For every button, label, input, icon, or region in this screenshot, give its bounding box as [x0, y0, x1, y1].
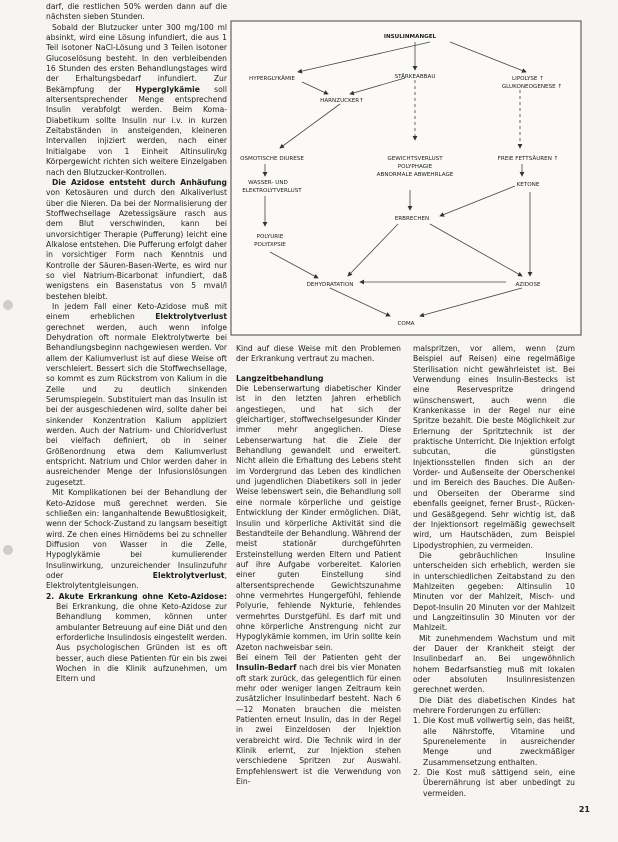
punch-hole [3, 300, 13, 310]
page-number: 21 [578, 805, 590, 814]
node-dehydratation: DEHYDRATATION [306, 282, 354, 288]
text-column-left [46, 2, 227, 685]
list-item: 1. Die Kost muß vollwertig sein, das heißt, alle Nährstoffe, Vitamine und Spurenelemente in ausreichender Menge und zweckmäßiger Zusammensetzung enthalten. [413, 716, 575, 767]
paragraph: In jedem Fall einer Keto-Azidose muß mit einem erheblichen Elektrolytverlust gerechnet werden, auch wenn infolge Dehydration oft normale Elektrolytwerte bei Behandlungsbeginn nachgewiesen werden. Vor allem der Kaliumverlust ist auf diese Weise oft verschleiert. Bessert sich die Stoffwechsellage, so kommt es zum Rückstrom von Kalium in die Zelle und zu deutlich sinkenden Serumspiegeln. Substituiert man das Insulin ist bei der ausgeschiedenen wird, sollte daher bei sinkender Konzentration Kalium appliziert werden. Auch der Natrium- und Chloridverlust bei vielfach definiert, ob in seiner Größenordnung etwa dem Kaliumverlust entspricht. Natrium und Chlor werden daher in ausreichender Menge der Infusionslösungen zugesetzt. [46, 301, 227, 487]
node-freie-fettsaeuren: FREIE FETTSÄUREN ↑ [497, 156, 559, 162]
node-polydipsie: POLYDIPSIE [254, 242, 286, 248]
node-lipolyse: LIPOLYSE ↑ [512, 76, 544, 82]
punch-hole [3, 545, 13, 555]
paragraph: Die gebräuchlichen Insuline unterscheiden sich erheblich, werden sie in unterschiedlichen Zeitabstand zu den Mahlzeiten gegeben: Altinsulin 10 Minuten vor der Mahlzeit, Misch- und Depot-Insulin 20 Minuten vor der Mahlzeit und Langzeitinsulin 30 Minuten vor der Mahlzeit. [413, 550, 575, 633]
node-ketone: KETONE [516, 182, 540, 188]
diagram-canvas [230, 20, 582, 336]
node-polyurie: POLYURIE [256, 234, 284, 240]
node-staerkeabbau: STÄRKEABBAU [394, 74, 436, 80]
node-azidose: AZIDOSE [515, 282, 541, 288]
paragraph: Die Azidose entsteht durch Anhäufung von Ketosäuren und durch den Alkaliverlust über die Nieren. Da bei der Normalisierung der Stoffwechsellage Azetessigsäure rasch aus dem Blut verschwinden, kann bei unvorsichtiger Therapie (Pufferung) leicht eine Alkalose entstehen. Die Pufferung erfolgt daher in vorsichtiger Form nach Kenntnis und Kontrolle der Säuren-Basen-Werte, es wird nur so viel Natrium-Bicarbonat infundiert, daß wenigstens ein Basenstatus von 5 mval/l bestehen bleibt. [46, 177, 227, 301]
paragraph: Mit zunehmendem Wachstum und mit der Dauer der Krankheit steigt der Insulinbedarf an. Bei ungewöhnlich hohem Bedarfsanstieg muß mit lokalen oder absoluten Insulinresistenzen gerechnet werden. [413, 633, 575, 695]
pathophysiology-diagram [230, 20, 582, 336]
paragraph: malspritzen, vor allem, wenn (zum Beispiel auf Reisen) eine regelmäßige Sterilisation nicht gewährleistet ist. Bei Verwendung eines Insulin-Bestecks ist eine Reservespritze dringend wünschenswert, auch wenn die Krankenkasse in der Regel nur eine Spritze bezahlt. Die beste Möglichkeit zur Erlernung der Spritztechnik ist der praktische Unterricht. Die Injektion erfolgt subcutan, die günstigsten Injektionsstellen finden sich an der Vorder- und Außenseite der Oberschenkel und im Bereich des Bauches. Die Außen- und Oberseiten der Oberarme sind ebenfalls geeignet, ferner Brust-, Rücken- und Gesäßgegend. Sehr wichtig ist, daß der Injektionsort regelmäßig gewechselt wird, um Hautschäden, zum Beispiel Lipodystrophien, zu vermeiden. [413, 344, 575, 550]
section-heading: Langzeitbehandlung [236, 373, 324, 383]
paragraph: Sobald der Blutzucker unter 300 mg/100 ml absinkt, wird eine Lösung infundiert, die aus 1 Teil isotoner NaCl-Lösung und 3 Teilen isotoner Glucoselösung besteht. In den verbleibenden 16 Stunden des ersten Behandlungstages wird der Erhaltungsbedarf infundiert. Zur Bekämpfung der Hyperglykämie soll altersentsprechender Menge entsprechend Insulin verabfolgt werden. Beim Koma-Diabetikum sollte Insulin nur i.v. in kurzen Zeitabständen in ansteigenden, kleineren Intervallen injiziert werden, nach einer Initialgabe von 1 Einheit Altinsulin/kg Körpergewicht richten sich weitere Einzelgaben nach den Blutzucker-Kontrollen. [46, 22, 227, 177]
node-coma: COMA [397, 321, 415, 327]
paragraph: 2. Akute Erkrankung ohne Keto-Azidose: Bei Erkrankung, die ohne Keto-Azidose zur Behandlung kommen, können unter ambulanter Betreuung auf eine Diät und den erforderliche Insulindosis eingestellt werden. Aus psychologischen Gründen ist es oft besser, auch diese Patienten für ein bis zwei Wochen in die Klinik aufzunehmen, um Eltern und [46, 591, 228, 684]
paragraph: Die Lebenserwartung diabetischer Kinder ist in den letzten Jahren erheblich angestiegen, und hat sich der gleichartiger, stoffwechselgesunder Kinder immer mehr angeglichen. Diese Lebenserwartung hat die Ziele der Behandlung gewandelt und erweitert. Nicht allein die Erhaltung des Lebens steht im Vordergrund das Leben des kindlichen und jugendlichen Diabetikers soll in jeder Weise lebenswert sein, die Behandlung soll eine normale körperliche und geistige Entwicklung der Kinder ermöglichen. Diät, Insulin und körperliche Aktivität sind die Bestandteile der Behandlung. Während der meist stationär durchgeführten Ersteinstellung werden Eltern und Patient auf ihre Aufgabe vorbereitet. Kalorien einer guten Einstellung sind altersentsprechende Gewichtszunahme ohne vermehrtes Hungergefühl, fehlende Polyurie, fehlende Nykturie, fehlendes vermehrtes Durstgefühl. Es darf mit und ohne körperliche Anstrengung nicht zur Hypoglykämie kommen, im Urin sollte kein Azeton nachweisbar sein. [236, 384, 401, 652]
node-elektrolytverlust: ELEKTROLYTVERLUST [242, 188, 302, 194]
node-hyperglykaemie: HYPERGLYKÄMIE [249, 76, 295, 82]
node-abwehrlage: ABNORMALE ABWEHRLAGE [376, 172, 454, 178]
node-glukoneogenese: GLUKONEOGENESE ↑ [501, 84, 563, 90]
paragraph: darf, die restlichen 50% werden dann auf die nächsten sieben Stunden. [46, 2, 227, 22]
paragraph: Bei einem Teil der Patienten geht der Insulin-Bedarf nach drei bis vier Monaten oft stark zurück, das gelegentlich für einen mehr oder weniger langen Zeitraum kein zusätzlicher Insulinbedarf besteht. Nach 6—12 Monaten brauchen die meisten Patienten erneut Insulin, das in der Regel in zwei Einzeldosen der Injektion verabreicht wird. Die Technik wird in der Klinik erlernt, zur Injektion stehen verschiedene Spritzen zur Auswahl. Empfehlenswert ist die Verwendung von Ein- [236, 652, 401, 787]
paragraph: Kind auf diese Weise mit den Problemen der Erkrankung vertraut zu machen. [236, 344, 401, 364]
node-insulinmangel: INSULINMANGEL [383, 34, 437, 40]
paragraph: Die Diät des diabetischen Kindes hat mehrere Forderungen zu erfüllen: [413, 695, 575, 716]
node-wasser: WASSER- UND [248, 180, 288, 186]
text-column-middle [236, 344, 401, 787]
node-osmotische-diurese: OSMOTISCHE DIURESE [240, 156, 304, 162]
node-erbrechen: ERBRECHEN [394, 216, 430, 222]
node-polyphagie: POLYPHAGIE [397, 164, 433, 170]
list-item: 2. Die Kost muß sättigend sein, eine Überernährung ist aber unbedingt zu vermeiden. [413, 768, 575, 798]
paragraph: Mit Komplikationen bei der Behandlung der Keto-Azidose muß gerechnet werden. Sie schließen ein: langanhaltende Bewußtlosigkeit, wenn der Schock-Zustand zu langsam beseitigt wird. Ze chen eines Hirnödems bei zu schneller Diffusion von Wasser in die Zelle, Hypoglykämie bei kumulierender Insulinwirkung, unzureichender Insulinzufuhr oder Elektrolytverlust, Elektrolytentgleisungen. [46, 488, 227, 591]
node-harnzucker: HARNZUCKER↑ [320, 98, 364, 104]
text-column-right [413, 344, 575, 799]
node-gewichtsverlust: GEWICHTSVERLUST [387, 156, 443, 162]
